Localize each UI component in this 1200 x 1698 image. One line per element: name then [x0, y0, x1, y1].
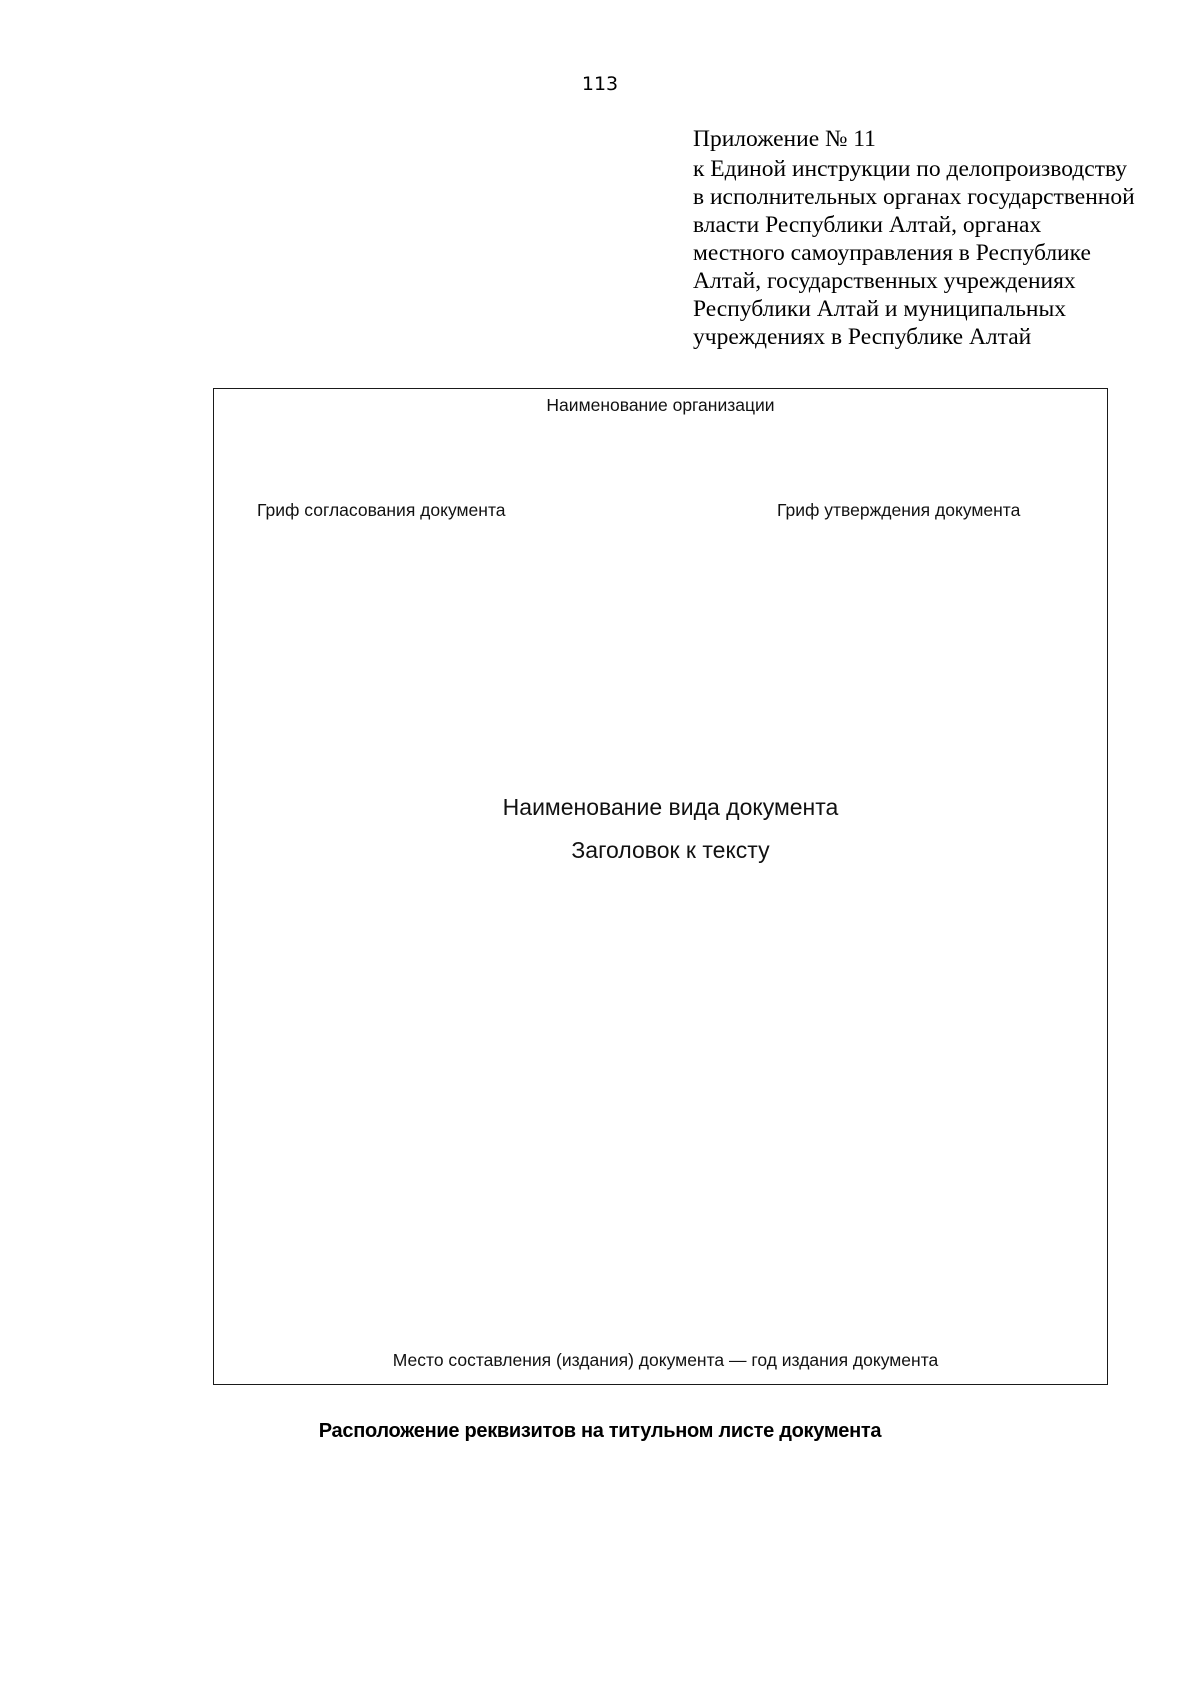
organization-name: Наименование организации — [546, 395, 775, 415]
appendix-line: в исполнительных органах государственной — [693, 184, 1135, 210]
appendix-header — [693, 125, 1163, 351]
text-heading: Заголовок к тексту — [571, 837, 770, 863]
appendix-line: Алтай, государственных учреждениях — [693, 268, 1076, 294]
appendix-line: к Единой инструкции по делопроизводству — [693, 156, 1128, 182]
title-page-frame — [213, 388, 1108, 1385]
appendix-line: местного самоуправления в Республике — [693, 240, 1091, 266]
appendix-line: Республики Алтай и муниципальных — [693, 296, 1067, 322]
confirmation-stamp: Гриф утверждения документа — [777, 500, 1021, 520]
appendix-line: учреждениях в Республике Алтай — [693, 324, 1032, 350]
appendix-line: власти Республики Алтай, органах — [693, 212, 1042, 238]
figure-caption: Расположение реквизитов на титульном листе документа — [318, 1420, 882, 1442]
page-number: 113 — [581, 73, 619, 95]
place-and-year: Место составления (издания) документа — год издания документа — [392, 1350, 939, 1370]
appendix-title: Приложение № 11 — [693, 126, 876, 152]
document-type-name: Наименование вида документа — [502, 794, 839, 820]
agreement-stamp: Гриф согласования документа — [257, 500, 506, 520]
